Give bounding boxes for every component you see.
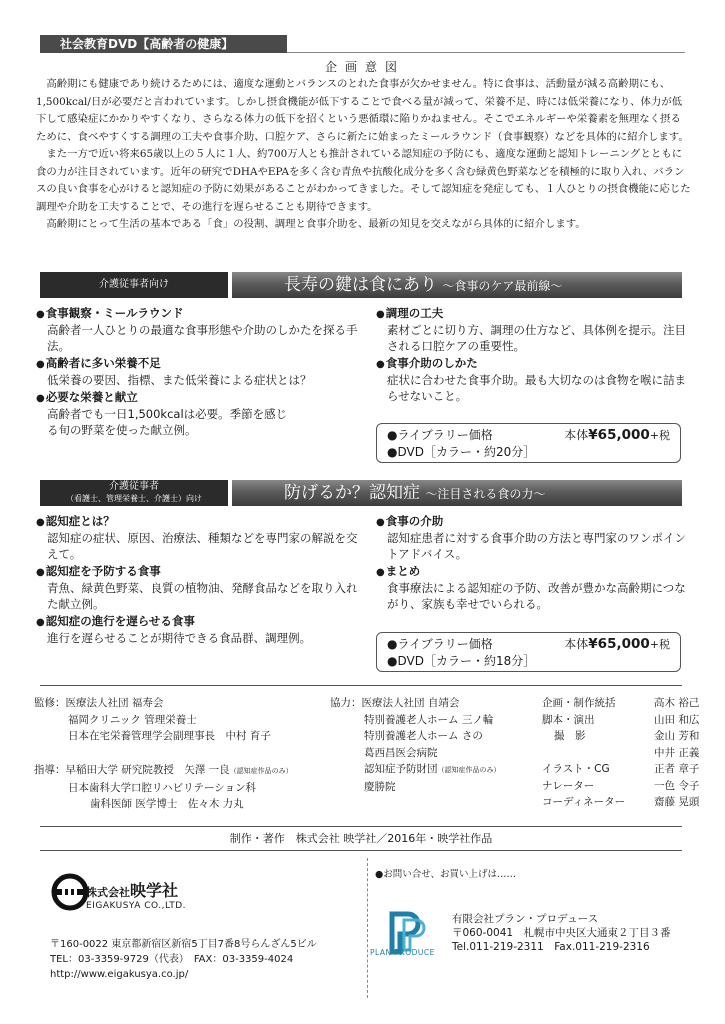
intro-paragraph-3: 高齢期にとって生活の基本である「食」の役割、調理と食事介助を、最新の知見を交えながら具体的に紹介します。 [46,218,586,230]
dvd2-audience: 介護従事者 （看護士、管理栄養士、介護士）向け [40,480,228,506]
dvd1-right-column [376,306,686,406]
production-credit: 制作・著作 株式会社 映学社／2016年・映学社作品 [229,832,493,845]
dvd2-format: ●DVD［カラー・約18分］ [387,654,536,668]
dvd2-title: 防げるか？認知症 [284,483,420,503]
dvd2-item: ● 食事の介助 認知症患者に対する食事介助の方法と専門家のワンポイントアドバイス。 [376,514,686,562]
cooperation-block: 協力：医療法人社団 自靖会 特別養護老人ホーム 三ノ輪 特別養護老人ホーム さの 葛西昌医会病院 認知症予防財団（認知症作品のみ） 慶勝院 [330,697,501,793]
dvd1-item: ● 高齢者に多い栄養不足 低栄養の要因、指標、また低栄養による症状とは？ [36,356,366,388]
plan-company: 有限会社プラン・プロデュース [452,913,599,925]
dvd2-item: ● 認知症の進行を遅らせる食事 進行を遅らせることが期待できる食品群、調理例。 [36,614,366,646]
dvd1-item: ● 必要な栄養と献立 高齢者でも一日1,500kcalは必要。季節を感じる旬の野菜を使った献立例。 [36,390,366,438]
dvd2-left-column [36,514,366,648]
dvd1-audience: 介護従事者向け [40,272,228,298]
eigakusya-phone: TEL：03-3359-9729（代表） FAX：03-3359-4024 [50,954,294,965]
intro-paragraph-1: 高齢期にも健康であり続けるためには、適度な運動とバランスのとれた食事が欠かせません。特に食事は、活動量が減る高齢期にも、1,500kcal/日が必要だと言われています。しかし摂食機能が低下することで食べる量が減って、栄養不足、時には低栄養になり、体力が低下して感染症にかかりやすくなり、さらなる体力の低下を招くという悪循環に陥りかねません。そこでエネルギーや栄養素を無理なく摂るために、食べやすくする調理の工夫や食事介助、口腔ケア、さらに新たに始まったミールラウンド（食事観察）などを具体的に紹介します。 [36,78,689,143]
dvd1-item: ● 食事観察・ミールラウンド 高齢者一人ひとりの最適な食事形態や介助のしかたを探る手法。 [36,306,366,354]
dvd2-price-box: ●ライブラリー価格 本体¥65,000+税 ●DVD［カラー・約18分］ [376,632,681,672]
staff-block: 企画・制作統括 高木 裕己 脚本・演出 山田 和広 撮 影 金山 芳和 中井 正義 イラスト・CG 正者 章子 ナレーター 一色 令子 コーディネーター 齋藤 晃頭 [542,697,700,808]
dvd1-subtitle: ～食事のケア最前線～ [442,279,563,293]
company-name: 映学社 [130,881,179,900]
dvd2-item: ● 認知症を予防する食事 青魚、緑黄色野菜、良質の植物油、発酵食品などを取り入れた献立例。 [36,564,366,612]
eigakusya-contact [50,937,317,982]
dvd1-title: 長寿の鍵は食にあり [284,275,437,295]
dvd2-right-column [376,514,686,614]
supervision-block: 監修：医療法人社団 福寿会 福岡クリニック 管理栄養士 日本在宅栄養管理学会副理事長 中村 育子 [34,697,271,742]
dvd1-price: ¥65,000 [588,427,650,443]
company-name-en: EIGAKUSYA CO.,LTD. [86,901,187,911]
footer-rule [40,850,682,851]
production-rule [40,826,682,827]
dvd1-item: ● 調理の工夫 素材ごとに切り方、調理の仕方など、具体例を提示。注目される口腔ケアの重要性。 [376,306,686,354]
inquiry-text: ●お問い合せ、お買い上げは…… [375,869,517,880]
dvd1-price-label: ●ライブラリー価格 [387,428,493,442]
dvd1-item: ● 食事介助のしかた 症状に合わせた食事介助。最も大切なのは食物を喉に詰まらせないこと。 [376,356,686,404]
section-title: 企画意図 [324,60,405,74]
dvd1-band [40,272,682,298]
intro-text [36,76,691,234]
eigakusya-address: 〒160-0022 東京都新宿区新宿5丁目7番8号らんざん5ビル [50,939,317,950]
credits-rule [40,685,682,686]
eigakusya-logo: 株式会社映学社 EIGAKUSYA CO.,LTD. [50,870,350,920]
dvd1-title-bar [232,272,682,298]
dvd2-subtitle: ～注目される食の力～ [425,487,546,501]
plan-produce-contact [452,912,671,954]
guidance-block: 指導：早稲田大学 研究院教授 矢澤 一良（認知症作品のみ） 日本歯科大学口腔リハビリテーション科 歯科医師 医学博士 佐々木 力丸 [34,764,293,810]
plan-produce-logo-label: PLAN PRODUCE [370,948,435,957]
plan-phone: Tel.011-219-2311 Fax.011-219-2316 [452,941,650,953]
dvd1-format: ●DVD［カラー・約20分］ [387,445,536,459]
dvd2-band [40,480,682,506]
series-label: 社会教育DVD【高齢者の健康】 [40,35,287,53]
dvd2-price-label: ●ライブラリー価格 [387,637,493,651]
dvd2-title-bar [232,480,682,506]
plan-address: 〒060-0041 札幌市中央区大通東２丁目３番 [452,927,671,939]
eigakusya-logo-icon [50,872,90,912]
header-rule [287,52,685,53]
dvd2-item: ● まとめ 食事療法による認知症の予防、改善が豊かな高齢期につながり、家族も幸せでいられる。 [376,564,686,612]
intro-paragraph-2: また一方で近い将来65歳以上の５人に１人、約700万人とも推計されている認知症の予防にも、適度な運動と認知トレーニングとともに食の力が注目されています。近年の研究でDHAやEPAを多く含む青魚や抗酸化成分を多く含む緑黄色野菜などを積極的に取り入れ、バランスの良い食事を心がけると認知症の予防に効果があることがわかってきました。そして認知症を発症しても、１人ひとりの摂食機能に応じた調理や介助を工夫することで、その進行を遅らせることも期待できます。 [36,148,691,213]
eigakusya-url[interactable]: http://www.eigakusya.co.jp/ [50,969,189,980]
dvd1-left-column [36,306,366,440]
dvd2-price: ¥65,000 [588,636,650,652]
dvd2-item: ● 認知症とは？ 認知症の症状、原因、治療法、種類などを専門家の解説を交えて。 [36,514,366,562]
dvd1-price-box: ●ライブラリー価格 本体¥65,000+税 ●DVD［カラー・約20分］ [376,423,681,463]
footer-divider [367,858,368,998]
